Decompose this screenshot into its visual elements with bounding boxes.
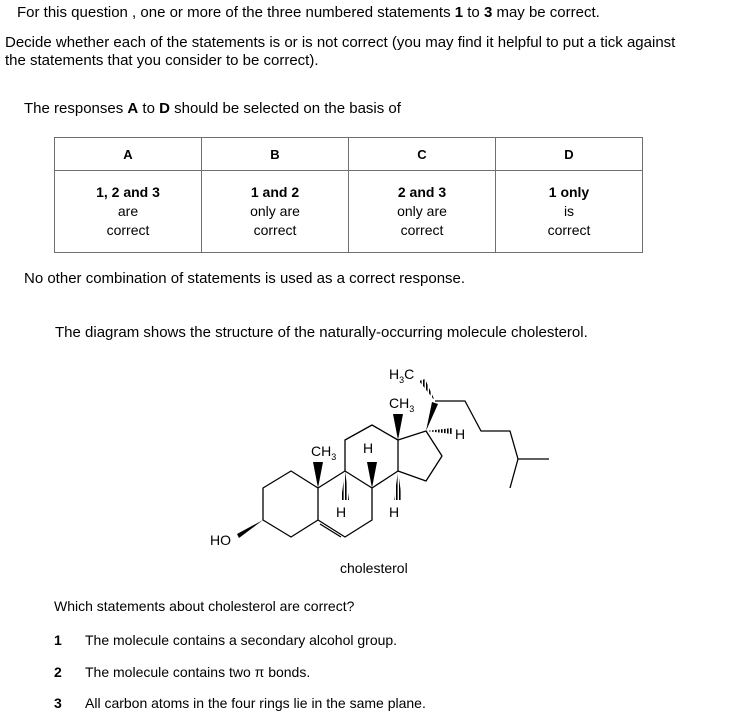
label-h-ring-b: H [336,504,347,520]
instruction-intro [17,4,600,21]
ring-a [263,471,318,537]
response-c-line-3: correct [400,222,444,238]
h-wedge-bc [367,462,377,488]
response-key-body-row [55,171,643,253]
response-d-line-3: correct [547,222,591,238]
response-d-line-2: is [563,203,575,219]
decide-line-1: Decide whether each of the statements is or is not correct (you may find it helpful to put a tick against [5,34,676,51]
statement-1-number: 1 [54,632,62,648]
h-hash-d [394,471,402,500]
response-d-line-1: 1 only [548,184,590,200]
label-ch3-top: $CH_3$ [389,395,415,414]
methyl-hash-top [419,379,435,401]
intro-text-1: For this question , one or more of the three numbered statements [17,4,455,21]
response-b-line-1: 1 and 2 [250,184,300,200]
response-header-b: B [202,138,349,171]
responses-text-2: to [138,100,160,117]
diagram-caption: cholesterol [340,560,408,576]
response-cell-b [202,171,349,253]
label-h3c: $H_3C$ [389,366,415,385]
response-a-line-1: 1, 2 and 3 [96,184,160,200]
side-chain-branch [510,459,518,488]
statement-3-text: All carbon atoms in the four rings lie in the same plane. [85,695,426,711]
responses-bold-d: D [159,100,170,117]
decide-line-2: the statements that you consider to be correct). [5,52,319,69]
no-other-combination-note: No other combination of statements is used as a correct response. [24,270,466,287]
h-hash-side [426,428,452,434]
label-h-side: H [455,426,466,442]
response-header-a: A [55,138,202,171]
response-b-line-2: only are [250,203,300,219]
diagram-intro: The diagram shows the structure of the naturally-occurring molecule cholesterol. [55,324,588,341]
intro-bold-1: 1 [454,4,464,21]
response-header-c: C [349,138,496,171]
response-key-table [54,137,643,253]
statement-1 [54,632,397,648]
responses-bold-a: A [127,100,139,117]
response-cell-c [349,171,496,253]
response-c-line-2: only are [397,203,447,219]
statement-2 [54,664,310,680]
response-a-line-2: are [117,203,139,219]
ring-d [398,431,442,481]
response-cell-a [55,171,202,253]
statement-3-number: 3 [54,695,62,711]
response-cell-d [496,171,643,253]
intro-text-3: may be correct. [492,4,600,21]
ch3-wedge-ab [313,462,323,488]
intro-bold-3: 3 [483,4,493,21]
label-ch3-left: $CH_3$ [311,443,337,462]
responses-intro [24,100,401,117]
atom-labels [210,366,465,548]
response-b-line-3: correct [253,222,297,238]
intro-text-2: to [463,4,484,21]
label-h-ring-d: H [389,504,400,520]
statement-3 [54,695,426,711]
cholesterol-structure-diagram [0,350,600,550]
response-a-line-3: correct [106,222,150,238]
skeleton-bonds [263,401,549,537]
response-header-d: D [496,138,643,171]
response-key-header-row [55,138,643,171]
side-chain [435,401,549,459]
instruction-decide [5,34,675,70]
responses-text-1: The responses [24,100,128,117]
ch3-wedge-cd [393,414,403,440]
ring-b-double-bond [320,524,341,537]
responses-text-3: should be selected on the basis of [169,100,401,117]
statement-1-text: The molecule contains a secondary alcohol group. [85,632,398,648]
question-text: Which statements about cholesterol are correct? [54,598,355,614]
h-hash-b [341,471,349,500]
statement-2-text: The molecule contains two π bonds. [85,664,311,680]
label-ho: HO [210,532,231,548]
ho-wedge [237,520,263,538]
response-c-line-1: 2 and 3 [397,184,447,200]
statement-2-number: 2 [54,664,62,680]
side-chain-wedge [426,402,438,431]
label-h-ring-c: H [363,440,374,456]
